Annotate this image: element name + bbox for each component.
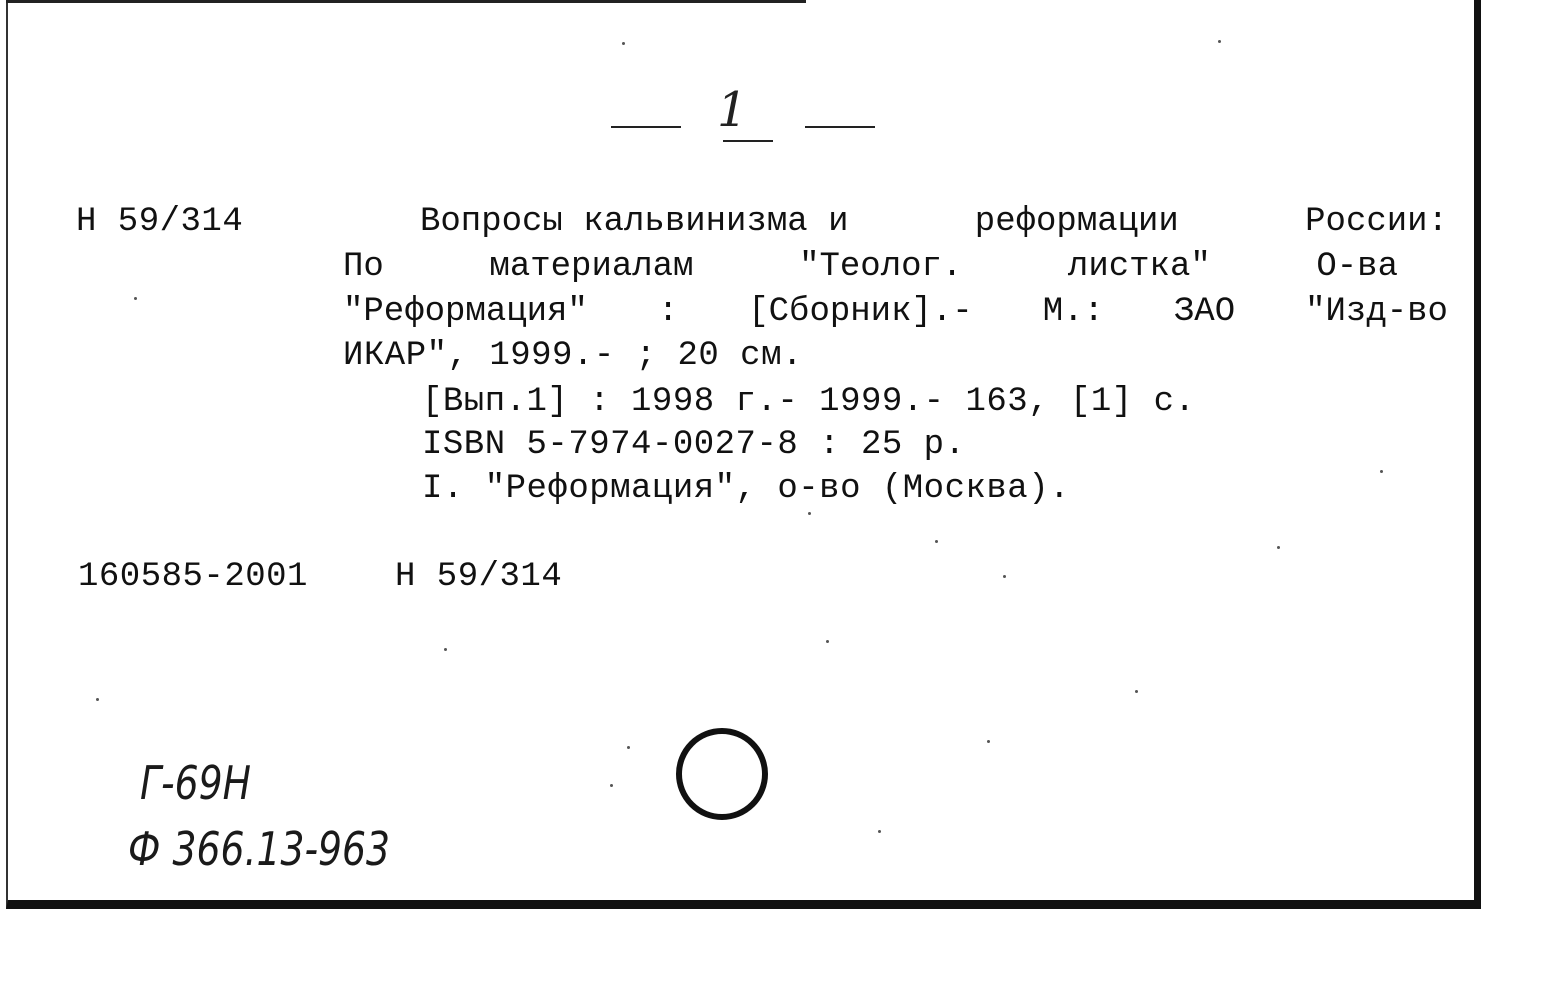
- accession-shelfmark: Н 59/314: [395, 558, 563, 596]
- title-line-2-part-2: материалам: [489, 248, 694, 286]
- card-number-mark: [605, 78, 895, 158]
- title-line-4: ИКАР", 1999.- ; 20 см.: [343, 337, 803, 375]
- title-line-3-part-2: :: [657, 293, 679, 331]
- title-line-3-part-5: ЗАО: [1173, 293, 1236, 331]
- card-top-edge: [6, 0, 806, 3]
- title-line-1-part-3: России:: [1305, 203, 1448, 241]
- title-line-1: [420, 200, 1448, 244]
- title-line-3-part-1: "Реформация": [343, 293, 588, 331]
- title-line-2-part-1: По: [343, 248, 384, 286]
- shelfmark: Н 59/314: [76, 203, 244, 241]
- scan-speck: [808, 512, 811, 515]
- title-line-3: [343, 290, 1448, 334]
- scan-speck: [622, 42, 625, 45]
- scan-speck: [610, 784, 613, 787]
- isbn-line: ISBN 5-7974-0027-8 : 25 р.: [422, 426, 966, 464]
- scan-speck: [444, 648, 447, 651]
- title-line-2-part-3: "Теолог.: [799, 248, 963, 286]
- handwritten-note-2: Ф 366.13-963: [128, 822, 391, 876]
- scan-speck: [826, 640, 829, 643]
- title-line-3-part-6: "Изд-во: [1305, 293, 1448, 331]
- scan-speck: [1218, 40, 1221, 43]
- card-number-underline: [723, 140, 773, 142]
- title-line-1-part-2: реформации: [974, 203, 1179, 241]
- card-number-dash-left: [611, 126, 681, 128]
- title-line-2-part-5: О-ва: [1316, 248, 1398, 286]
- added-entry-line: I. "Реформация", о-во (Москва).: [422, 470, 1071, 508]
- card-number-dash-right: [805, 126, 875, 128]
- scan-speck: [878, 830, 881, 833]
- card-number: 1: [717, 82, 748, 138]
- scan-speck: [627, 746, 630, 749]
- scan-speck: [987, 740, 990, 743]
- title-line-1-part-1: Вопросы кальвинизма и: [420, 203, 849, 241]
- title-line-3-part-4: М.:: [1042, 293, 1104, 331]
- handwritten-note-1: Г-69Н: [140, 756, 251, 810]
- scan-speck: [96, 698, 99, 701]
- scan-speck: [1003, 575, 1006, 578]
- accession-number: 160585-2001: [78, 558, 308, 596]
- title-line-2: [343, 245, 1398, 289]
- title-line-2-part-4: листка": [1067, 248, 1211, 286]
- card-punch-hole: [676, 728, 768, 820]
- scan-speck: [1135, 690, 1138, 693]
- scan-speck: [134, 297, 137, 300]
- scan-speck: [1277, 546, 1280, 549]
- scan-speck: [935, 540, 938, 543]
- scan-speck: [1380, 470, 1383, 473]
- volume-line: [Вып.1] : 1998 г.- 1999.- 163, [1] с.: [422, 383, 1196, 421]
- title-line-3-part-3: [Сборник].-: [748, 293, 973, 331]
